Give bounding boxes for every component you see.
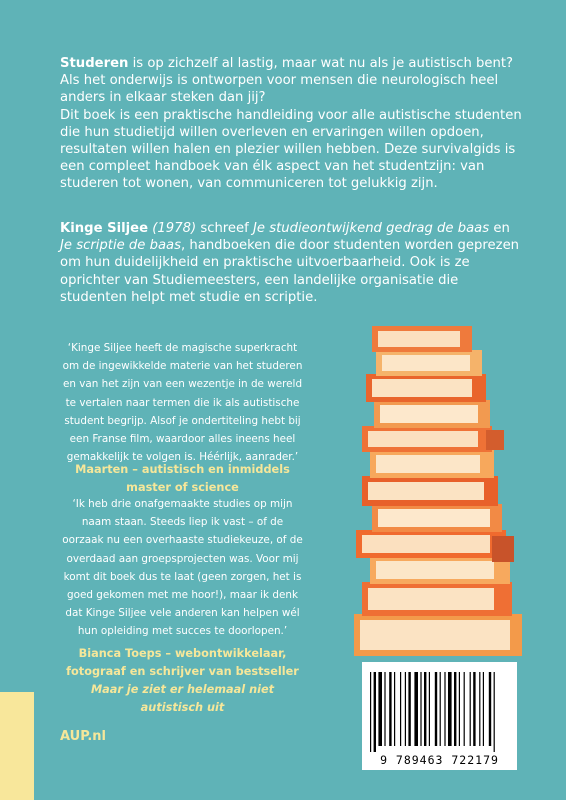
author-book-1: Je studieontwijkend gedrag de baas (253, 221, 490, 236)
barcode-bars (362, 662, 517, 754)
review-attribution-2-book: Maar je ziet er helemaal niet autistisch uit (90, 683, 275, 714)
book-6-pages (368, 482, 484, 500)
barcode-bar (440, 672, 441, 746)
author-bio-text-2: en (489, 221, 510, 236)
book-spine-accent-1 (492, 536, 514, 562)
barcode-bar (435, 672, 437, 746)
barcode-bar (405, 672, 406, 746)
author-book-2: Je scriptie de baas (60, 238, 181, 254)
barcode-bar (414, 672, 418, 746)
barcode-bar (420, 672, 421, 746)
barcode-bar (384, 672, 385, 746)
barcode-bar (494, 672, 495, 752)
barcode-bar (473, 672, 475, 746)
barcode-bar (479, 672, 480, 746)
barcode-bar (454, 672, 456, 746)
intro-sentence: is op zichzelf al lastig, maar wat nu als je autistisch bent? Als het onderwijs is ontworpen voor mensen die neurologisch heel anders in elkaar steken dan jij? (60, 56, 514, 106)
book-9-pages (380, 405, 478, 423)
review-quote-1: ‘Kinge Siljee heeft de magische superkracht om de ingewikkelde materie van het studeren en van het zijn van een wezentje in de wereld te vertalen naar termen die ik als autistische student begrijp. Alsof je ondertiteling hebt bij een Franse film, waardoor alles ineens heel gemakkelijk te volgen is. Héérlijk, aanrader.’ (62, 342, 303, 464)
barcode-bar (424, 672, 426, 746)
barcode-bar (483, 672, 484, 746)
intro-paragraph-2: Dit boek is een praktische handleiding voor alle autistische studenten die hun studietijd willen overleven en ervaringen willen opdoen, resultaten willen halen en plezier willen hebben. Deze survivalgids is een compleet handboek van élk aspect van het studentzijn: van studeren tot wonen, van communiceren tot gelukkig zijn. (60, 107, 522, 192)
book-3-pages (376, 561, 494, 579)
book-spine-accent-2 (486, 430, 504, 450)
barcode-bar (489, 672, 491, 746)
barcode-bar (448, 672, 452, 746)
author-year: (1978) (152, 221, 197, 236)
isbn-number: 9 789463 722179 (380, 753, 499, 767)
book-2-pages (368, 588, 494, 610)
barcode-bar (470, 672, 471, 746)
barcode-bar (459, 672, 460, 746)
review-attribution-1: Maarten – autistisch en inmiddels master of science (75, 463, 290, 494)
barcode-bar (444, 672, 445, 746)
barcode-bar (429, 672, 430, 746)
barcode-bar (464, 672, 465, 746)
isbn-barcode (362, 662, 517, 770)
barcode-bar (389, 672, 391, 746)
book-8-pages (368, 431, 478, 447)
book-stack (354, 326, 522, 656)
barcode-bar (408, 672, 410, 746)
barcode-bar (400, 672, 401, 746)
publisher-url: AUP.nl (60, 729, 107, 744)
book-1-pages (360, 620, 510, 650)
intro-lead-word: Studeren (60, 56, 129, 71)
book-10-pages (372, 379, 472, 397)
author-bio-text-3: , handboeken die door studenten worden geprezen om hun duidelijkheid en praktische uitvoerbaarheid. Ook is ze oprichter van Studiemeesters, een landelijke organisatie die studenten helpt met studie en scriptie. (60, 238, 520, 305)
review-quote-2: ‘Ik heb drie onafgemaakte studies op mijn naam staan. Steeds liep ik vast – of de oorzaak nu een overhaaste studiekeuze, of de overdaad aan groepsprojecten was. Voor mij komt dit boek dus te laat (geen zorgen, het is goed gekomen met me hoor!), maar ik denk dat Kinge Siljee vele anderen kan helpen wél hun opleiding met succes te doorlopen.’ (62, 498, 303, 638)
barcode-bar (374, 672, 376, 752)
book-12-pages (378, 331, 460, 347)
book-5-pages (378, 509, 490, 527)
book-7-pages (376, 455, 480, 473)
barcode-bar (378, 672, 382, 746)
book-4-pages (362, 535, 490, 553)
barcode-bar (394, 672, 395, 746)
book-11-pages (382, 355, 470, 371)
author-name: Kinge Siljee (60, 221, 149, 236)
author-bio-text-1: schreef (196, 221, 253, 236)
barcode-bar (370, 672, 371, 752)
review-attribution-2-text: Bianca Toeps – webontwikkelaar, fotograaf en schrijver van bestseller (66, 647, 299, 678)
